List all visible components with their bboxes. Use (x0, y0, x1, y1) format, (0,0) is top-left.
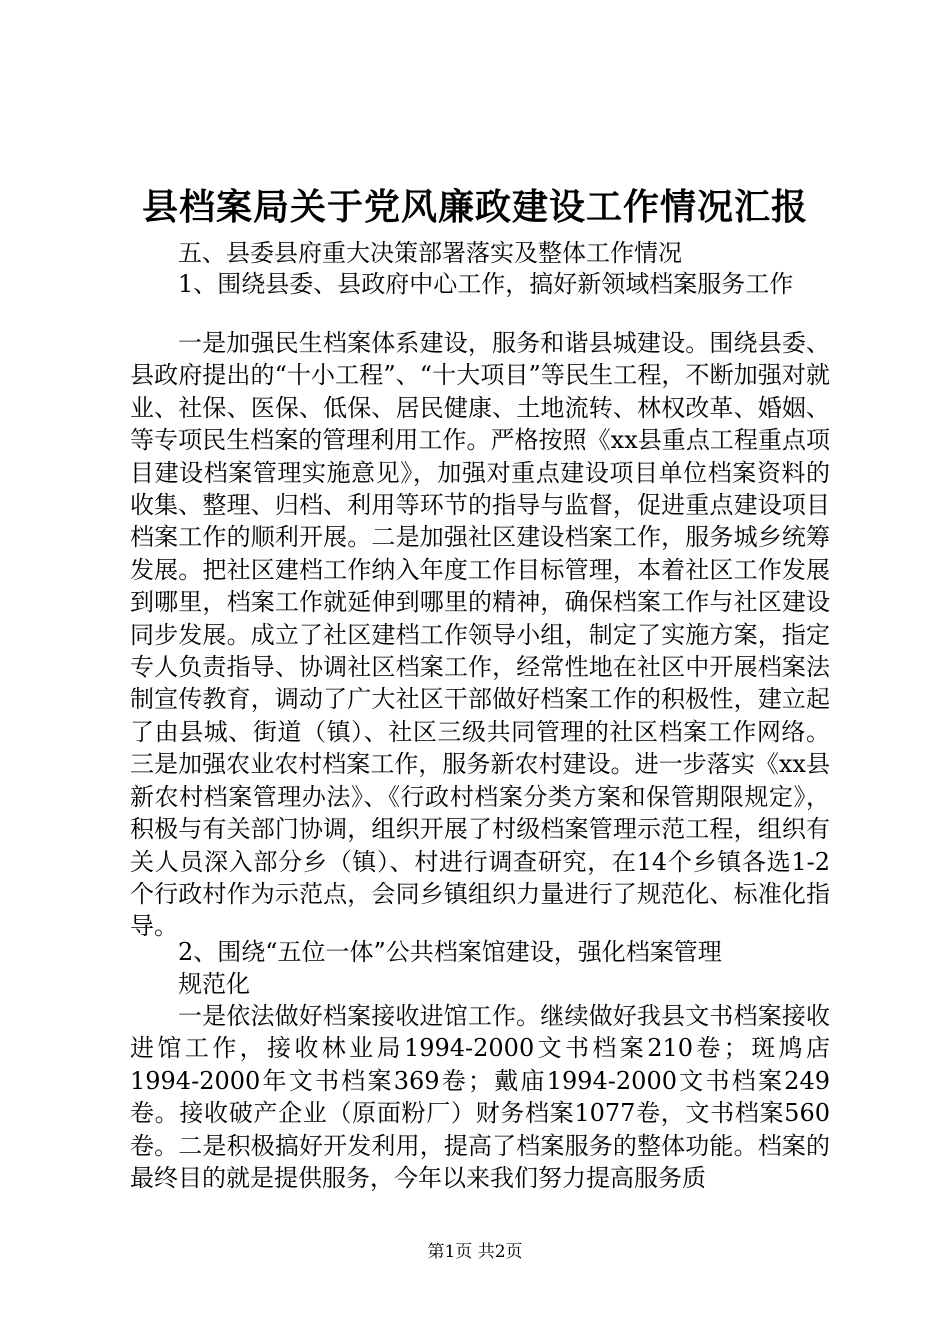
page-footer: 第1页 共2页 (427, 1242, 523, 1262)
subsection-heading: 1、围绕县委、县政府中心工作，搞好新领域档案服务工作 (178, 270, 794, 298)
section-heading: 五、县委县府重大决策部署落实及整体工作情况 (178, 239, 682, 267)
body-paragraph: 一是依法做好档案接收进馆工作。继续做好我县文书档案接收进馆工作，接收林业局1994-2000文书档案210卷；斑鸠店1994-2000年文书档案369卷；戴庙1994-2000文书档案249卷。接收破产企业（原面粉厂）财务档案1077卷，文书档案560卷。二是积极搞好开发利用，提高了档案服务的整体功能。档案的最终目的就是提供服务，今年以来我们努力提高服务质 (130, 1002, 830, 1193)
subsection-heading-continued: 规范化 (178, 970, 250, 998)
document-title: 县档案局关于党风廉政建设工作情况汇报 (141, 187, 808, 228)
body-paragraph: 一是加强民生档案体系建设，服务和谐县城建设。围绕县委、县政府提出的“十小工程”、“十大项目”等民生工程，不断加强对就业、社保、医保、低保、居民健康、土地流转、林权改革、婚姻、等专项民生档案的管理利用工作。严格按照《xx县重点工程重点项目建设档案管理实施意见》，加强对重点建设项目单位档案资料的收集、整理、归档、利用等环节的指导与监督，促进重点建设项目档案工作的顺利开展。二是加强社区建设档案工作，服务城乡统筹发展。把社区建档工作纳入年度工作目标管理，本着社区工作发展到哪里，档案工作就延伸到哪里的精神，确保档案工作与社区建设同步发展。成立了社区建档工作领导小组，制定了实施方案，指定专人负责指导、协调社区档案工作，经常性地在社区中开展档案法制宣传教育，调动了广大社区干部做好档案工作的积极性，建立起了由县城、街道（镇）、社区三级共同管理的社区档案工作网络。三是加强农业农村档案工作，服务新农村建设。进一步落实《xx县新农村档案管理办法》、《行政村档案分类方案和保管期限规定》，积极与有关部门协调，组织开展了村级档案管理示范工程，组织有关人员深入部分乡（镇）、村进行调查研究，在14个乡镇各选1-2个行政村作为示范点，会同乡镇组织力量进行了规范化、标准化指导。 (130, 329, 830, 941)
subsection-heading: 2、围绕“五位一体”公共档案馆建设，强化档案管理 (178, 938, 722, 966)
